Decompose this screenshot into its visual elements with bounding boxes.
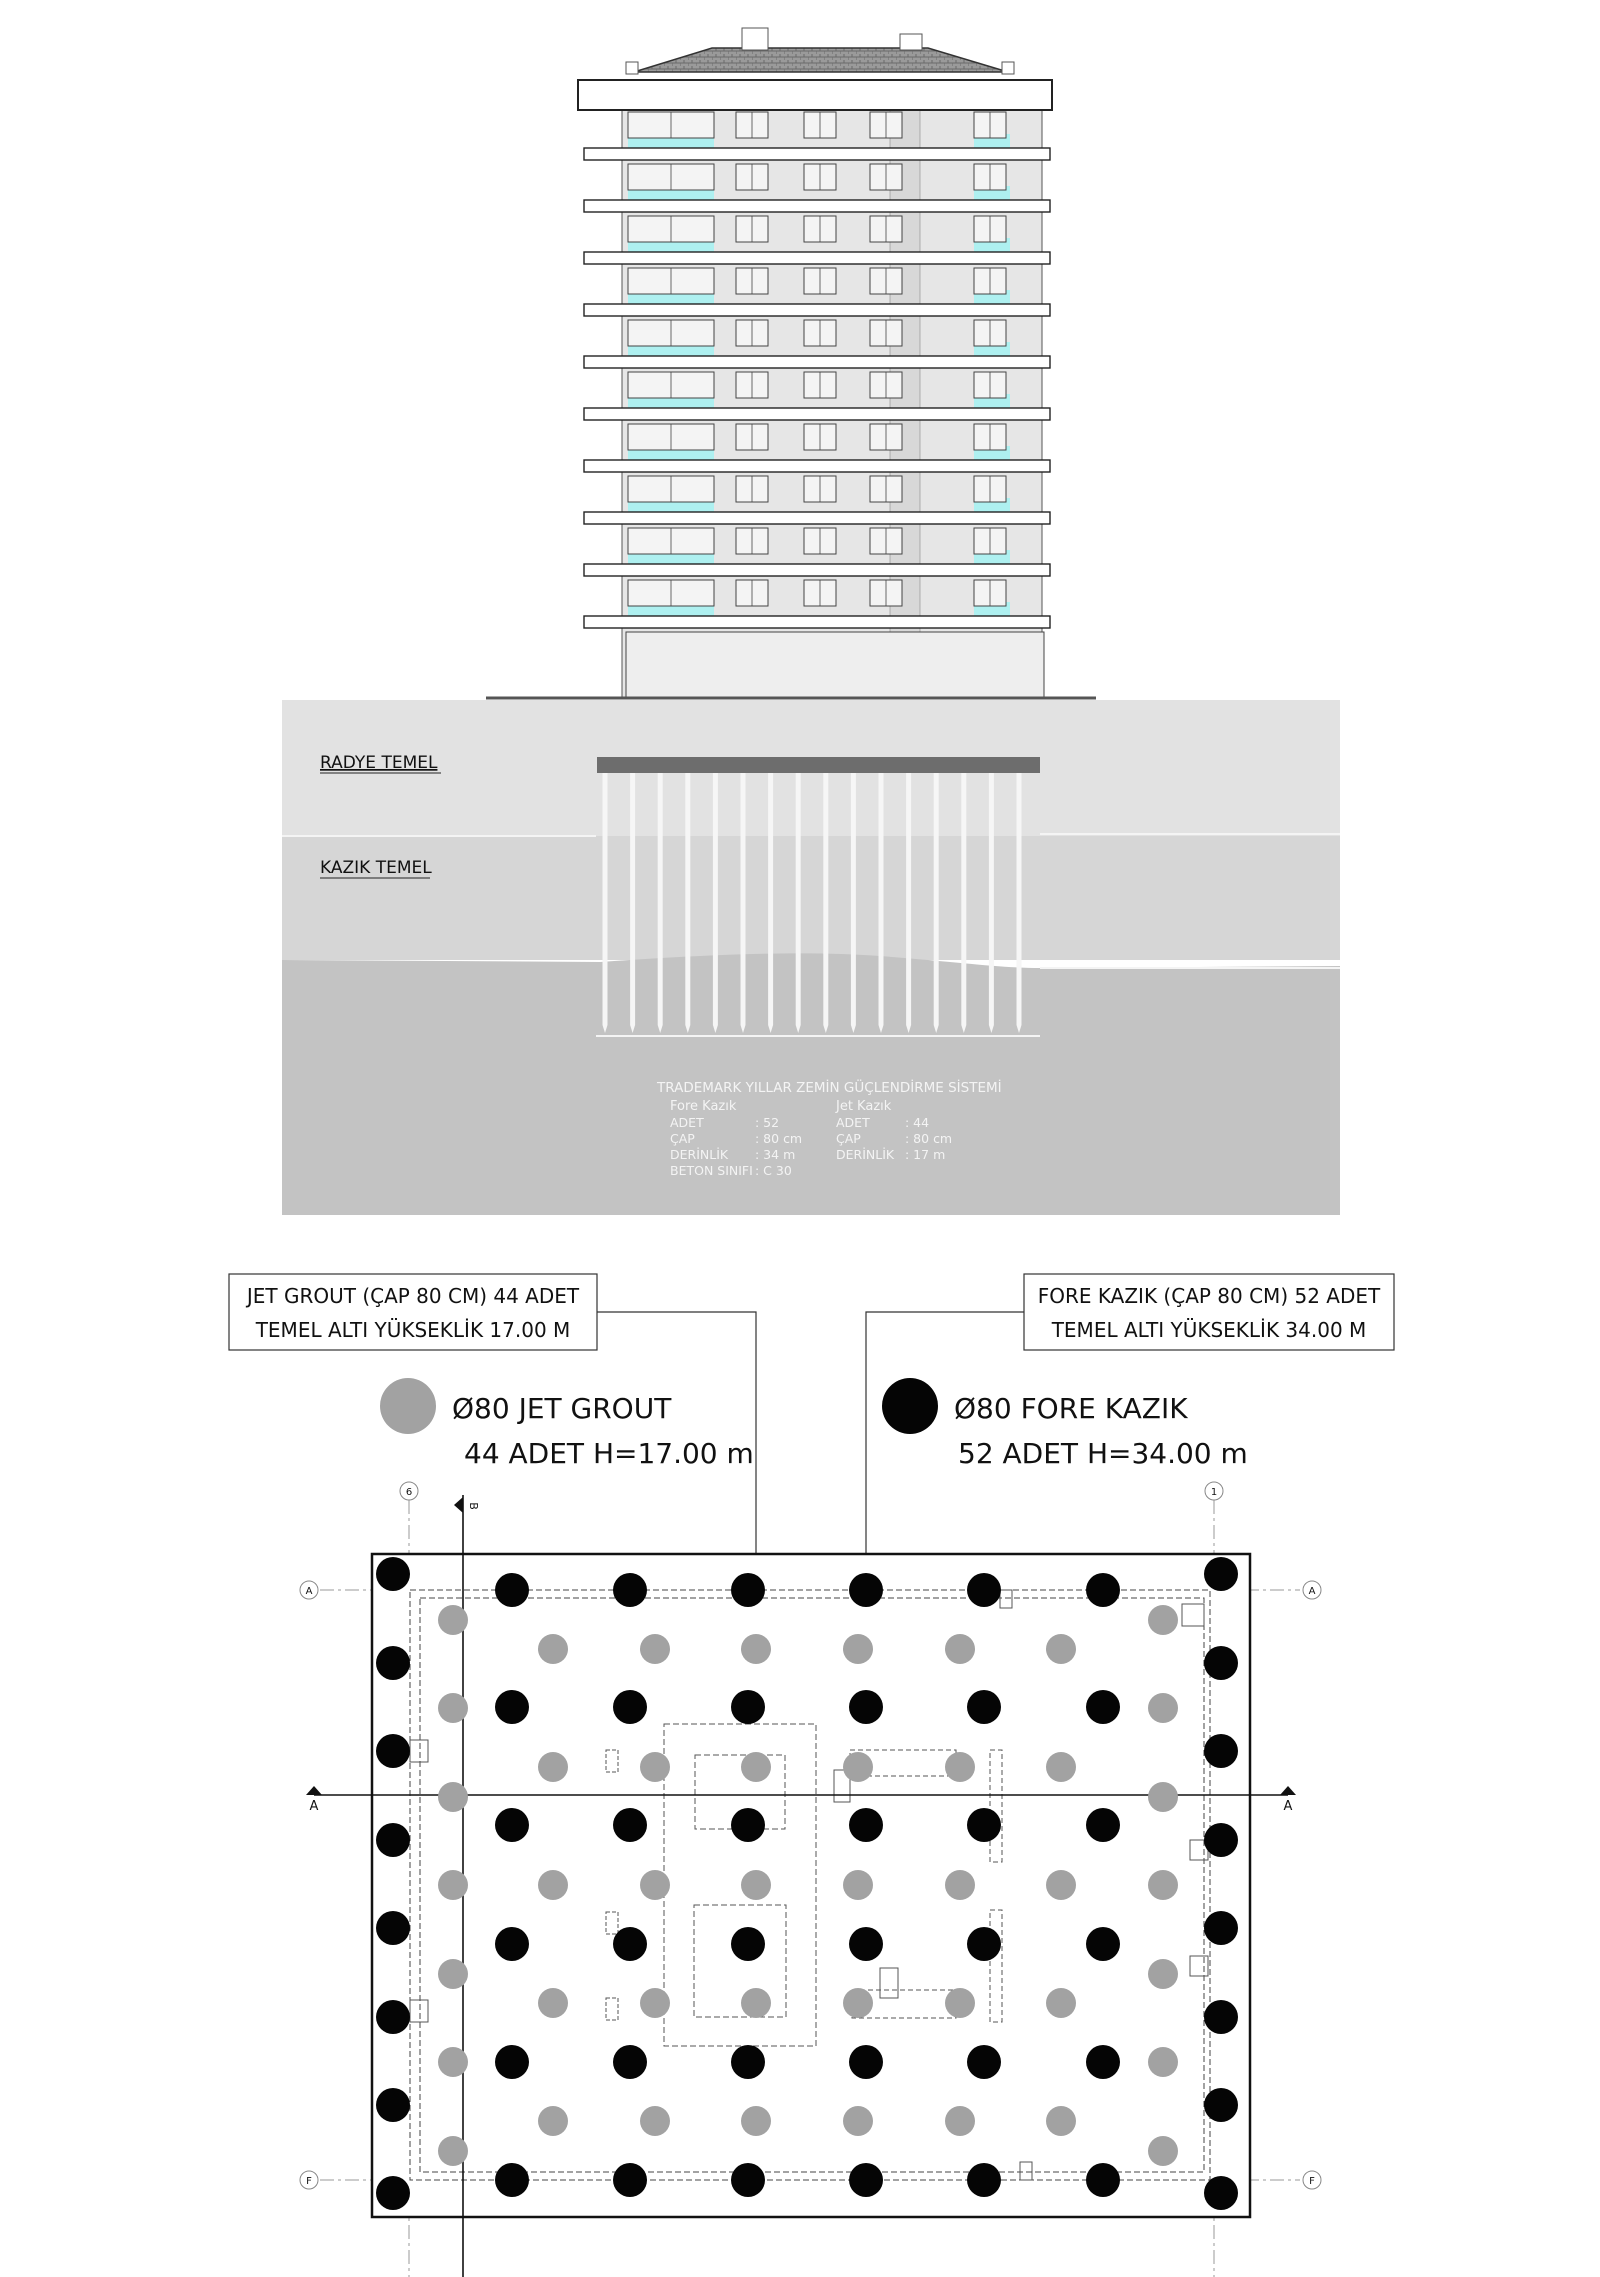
callout-jet-line1: JET GROUT (ÇAP 80 CM) 44 ADET <box>246 1284 580 1308</box>
roof-parapet-left <box>626 62 638 74</box>
fore-kazik-pile <box>967 1808 1001 1842</box>
legend-fore-kazik-swatch <box>882 1378 938 1434</box>
jet-grout-pile <box>438 1782 468 1812</box>
fore-kazik-pile <box>1086 1690 1120 1724</box>
spec-value: : 52 <box>755 1115 780 1130</box>
spec-value: : C 30 <box>755 1163 792 1178</box>
section-pile <box>989 773 994 1025</box>
fore-kazik-pile <box>613 1690 647 1724</box>
fore-kazik-pile <box>849 2045 883 2079</box>
fore-kazik-pile <box>849 1927 883 1961</box>
section-marker-right <box>1280 1786 1296 1795</box>
fore-kazik-pile <box>967 1573 1001 1607</box>
jet-grout-pile <box>741 1988 771 2018</box>
fore-kazik-pile <box>1204 2176 1238 2210</box>
soil-middle-layer <box>282 836 1340 960</box>
fore-kazik-pile <box>1204 1911 1238 1945</box>
roof-chimney <box>742 28 768 50</box>
spec-value: : 80 cm <box>755 1131 803 1146</box>
jet-grout-pile <box>1046 1752 1076 1782</box>
fore-kazik-pile <box>731 1927 765 1961</box>
section-label-top: B <box>467 1502 480 1510</box>
legend-jet-grout-name: Ø80 JET GROUT <box>452 1392 672 1425</box>
section-pile <box>685 773 690 1025</box>
section-marker-left <box>306 1786 322 1795</box>
jet-grout-pile <box>640 2106 670 2136</box>
floor-slab <box>584 460 1050 472</box>
floor-slab <box>584 564 1050 576</box>
fore-kazik-pile <box>731 1573 765 1607</box>
jet-grout-pile <box>1046 2106 1076 2136</box>
jet-grout-pile <box>945 1752 975 1782</box>
jet-grout-pile <box>1148 1959 1178 1989</box>
callout-fore-line1: FORE KAZIK (ÇAP 80 CM) 52 ADET <box>1037 1284 1381 1308</box>
radye-temel-label: RADYE TEMEL <box>320 753 438 773</box>
fore-kazik-pile <box>495 1927 529 1961</box>
fore-kazik-pile <box>376 1823 410 1857</box>
spec-value: : 34 m <box>755 1147 796 1162</box>
jet-grout-pile <box>945 1634 975 1664</box>
spec-key: ADET <box>836 1115 870 1130</box>
fore-kazik-pile <box>613 1927 647 1961</box>
jet-grout-pile <box>438 1605 468 1635</box>
jet-grout-pile <box>945 2106 975 2136</box>
pile-plan <box>300 1482 1321 2277</box>
floor-slab <box>584 148 1050 160</box>
jet-grout-pile <box>1148 1605 1178 1635</box>
fore-kazik-pile <box>967 2163 1001 2197</box>
fore-kazik-pile <box>1204 1557 1238 1591</box>
callout-fore-kazik <box>866 1274 1394 1578</box>
floor-slab <box>584 616 1050 628</box>
jet-kazik-title: Jet Kazık <box>836 1099 892 1114</box>
section-label-left: A <box>309 1799 319 1814</box>
jet-grout-pile <box>538 1988 568 2018</box>
grid-label-right-top: A <box>1308 1586 1316 1597</box>
section-pile <box>823 773 828 1025</box>
section-marker-top <box>454 1497 463 1513</box>
jet-grout-pile <box>438 2047 468 2077</box>
spec-value: : 80 cm <box>905 1131 953 1146</box>
section-pile <box>879 773 884 1025</box>
fore-kazik-pile <box>967 2045 1001 2079</box>
fore-kazik-pile <box>495 1808 529 1842</box>
jet-grout-pile <box>1046 1634 1076 1664</box>
ground-floor <box>626 632 1044 698</box>
floor-slab <box>584 304 1050 316</box>
fore-kazik-pile <box>376 2176 410 2210</box>
spec-key: DERİNLİK <box>670 1147 729 1162</box>
section-pile <box>934 773 939 1025</box>
crown-slab <box>578 80 1052 110</box>
kazik-temel-label: KAZIK TEMEL <box>320 858 432 878</box>
jet-grout-pile <box>1148 2136 1178 2166</box>
jet-grout-pile <box>538 1634 568 1664</box>
legend-jet-grout-detail: 44 ADET H=17.00 m <box>464 1437 754 1470</box>
jet-grout-pile <box>741 1870 771 1900</box>
spec-key: ÇAP <box>670 1131 695 1146</box>
fore-kazik-pile <box>495 2045 529 2079</box>
jet-grout-pile <box>1148 1782 1178 1812</box>
legend <box>380 1378 1248 1470</box>
fore-kazik-pile <box>849 1573 883 1607</box>
fore-kazik-pile <box>731 1690 765 1724</box>
floor-slab <box>584 252 1050 264</box>
fore-kazik-pile <box>495 1690 529 1724</box>
building-elevation <box>486 28 1096 698</box>
jet-grout-pile <box>640 1870 670 1900</box>
fore-kazik-pile <box>376 2088 410 2122</box>
fore-kazik-pile <box>1086 2045 1120 2079</box>
section-pile <box>906 773 911 1025</box>
fore-kazik-pile <box>495 2163 529 2197</box>
floor-slab <box>584 200 1050 212</box>
roof-parapet-right <box>1002 62 1014 74</box>
spec-value: : 44 <box>905 1115 930 1130</box>
fore-kazik-pile <box>613 2163 647 2197</box>
jet-grout-pile <box>1046 1870 1076 1900</box>
jet-grout-pile <box>1046 1988 1076 2018</box>
grid-label-top-right: 1 <box>1210 1487 1218 1498</box>
spec-key: BETON SINIFI <box>670 1163 753 1178</box>
section-label-right: A <box>1283 1799 1293 1814</box>
grid-label-top-left: 6 <box>405 1487 413 1498</box>
raft-outline <box>372 1554 1250 2217</box>
spec-key: ÇAP <box>836 1131 861 1146</box>
fore-kazik-pile <box>613 2045 647 2079</box>
fore-kazik-pile <box>849 2163 883 2197</box>
section-pile <box>768 773 773 1025</box>
fore-kazik-pile <box>1204 1823 1238 1857</box>
fore-kazik-pile <box>376 2000 410 2034</box>
fore-kazik-pile <box>1086 1573 1120 1607</box>
jet-grout-pile <box>843 1870 873 1900</box>
system-title: TRADEMARK YILLAR ZEMİN GÜÇLENDİRME SİSTEMİ <box>657 1080 1002 1096</box>
fore-kazik-pile <box>1204 1646 1238 1680</box>
section-pile <box>1017 773 1022 1025</box>
roof-chimney <box>900 34 922 50</box>
jet-grout-pile <box>1148 1693 1178 1723</box>
jet-grout-pile <box>538 1752 568 1782</box>
section-pile <box>796 773 801 1025</box>
callout-jet-line2: TEMEL ALTI YÜKSEKLİK 17.00 M <box>255 1318 571 1342</box>
jet-grout-pile <box>538 2106 568 2136</box>
floor-slab <box>584 356 1050 368</box>
fore-kazik-pile <box>613 1808 647 1842</box>
grid-label-left-top: A <box>305 1586 313 1597</box>
legend-jet-grout-swatch <box>380 1378 436 1434</box>
jet-grout-pile <box>843 2106 873 2136</box>
fore-kazik-pile <box>731 2163 765 2197</box>
raft-foundation <box>597 757 1040 773</box>
fore-kazik-pile <box>376 1734 410 1768</box>
legend-fore-kazik-name: Ø80 FORE KAZIK <box>954 1392 1188 1425</box>
fore-kazik-pile <box>613 1573 647 1607</box>
jet-grout-pile <box>538 1870 568 1900</box>
spec-key: ADET <box>670 1115 704 1130</box>
fore-kazik-pile <box>376 1911 410 1945</box>
fore-kazik-pile <box>1204 2088 1238 2122</box>
fore-kazik-pile <box>1204 1734 1238 1768</box>
jet-grout-pile <box>438 1870 468 1900</box>
fore-kazik-title: Fore Kazık <box>670 1099 737 1114</box>
fore-kazik-pile <box>376 1646 410 1680</box>
jet-grout-pile <box>640 1752 670 1782</box>
section-pile <box>603 773 608 1025</box>
fore-kazik-pile <box>731 2045 765 2079</box>
section-pile <box>741 773 746 1025</box>
floor-slab <box>584 512 1050 524</box>
fore-kazik-pile <box>849 1808 883 1842</box>
fore-kazik-pile <box>1086 1927 1120 1961</box>
fore-kazik-pile <box>1086 2163 1120 2197</box>
section-pile <box>851 773 856 1025</box>
fore-kazik-pile <box>849 1690 883 1724</box>
fore-kazik-pile <box>1204 2000 1238 2034</box>
grid-label-left-bottom: F <box>306 2176 312 2187</box>
floor-slab <box>584 408 1050 420</box>
section-pile <box>630 773 635 1025</box>
jet-grout-pile <box>945 1870 975 1900</box>
jet-grout-pile <box>640 1634 670 1664</box>
jet-grout-pile <box>1148 1870 1178 1900</box>
jet-grout-pile <box>438 2136 468 2166</box>
fore-kazik-pile <box>495 1573 529 1607</box>
fore-kazik-pile <box>731 1808 765 1842</box>
fore-kazik-pile <box>376 1557 410 1591</box>
legend-fore-kazik-detail: 52 ADET H=34.00 m <box>958 1437 1248 1470</box>
roof <box>634 48 1008 72</box>
fore-kazik-pile <box>1086 1808 1120 1842</box>
spec-value: : 17 m <box>905 1147 946 1162</box>
jet-grout-pile <box>741 1634 771 1664</box>
jet-grout-pile <box>741 2106 771 2136</box>
jet-grout-pile <box>438 1959 468 1989</box>
spec-key: DERİNLİK <box>836 1147 895 1162</box>
jet-grout-pile <box>640 1988 670 2018</box>
section-pile <box>961 773 966 1025</box>
jet-grout-pile <box>945 1988 975 2018</box>
grid-label-right-bottom: F <box>1309 2176 1315 2187</box>
jet-grout-pile <box>438 1693 468 1723</box>
fore-kazik-pile <box>967 1690 1001 1724</box>
callout-fore-line2: TEMEL ALTI YÜKSEKLİK 34.00 M <box>1051 1318 1367 1342</box>
jet-grout-pile <box>843 1988 873 2018</box>
jet-grout-pile <box>843 1634 873 1664</box>
section-pile <box>713 773 718 1025</box>
jet-grout-pile <box>1148 2047 1178 2077</box>
section-pile <box>658 773 663 1025</box>
fore-kazik-pile <box>967 1927 1001 1961</box>
jet-grout-pile <box>741 1752 771 1782</box>
jet-grout-pile <box>843 1752 873 1782</box>
soil-section <box>282 700 1340 1215</box>
